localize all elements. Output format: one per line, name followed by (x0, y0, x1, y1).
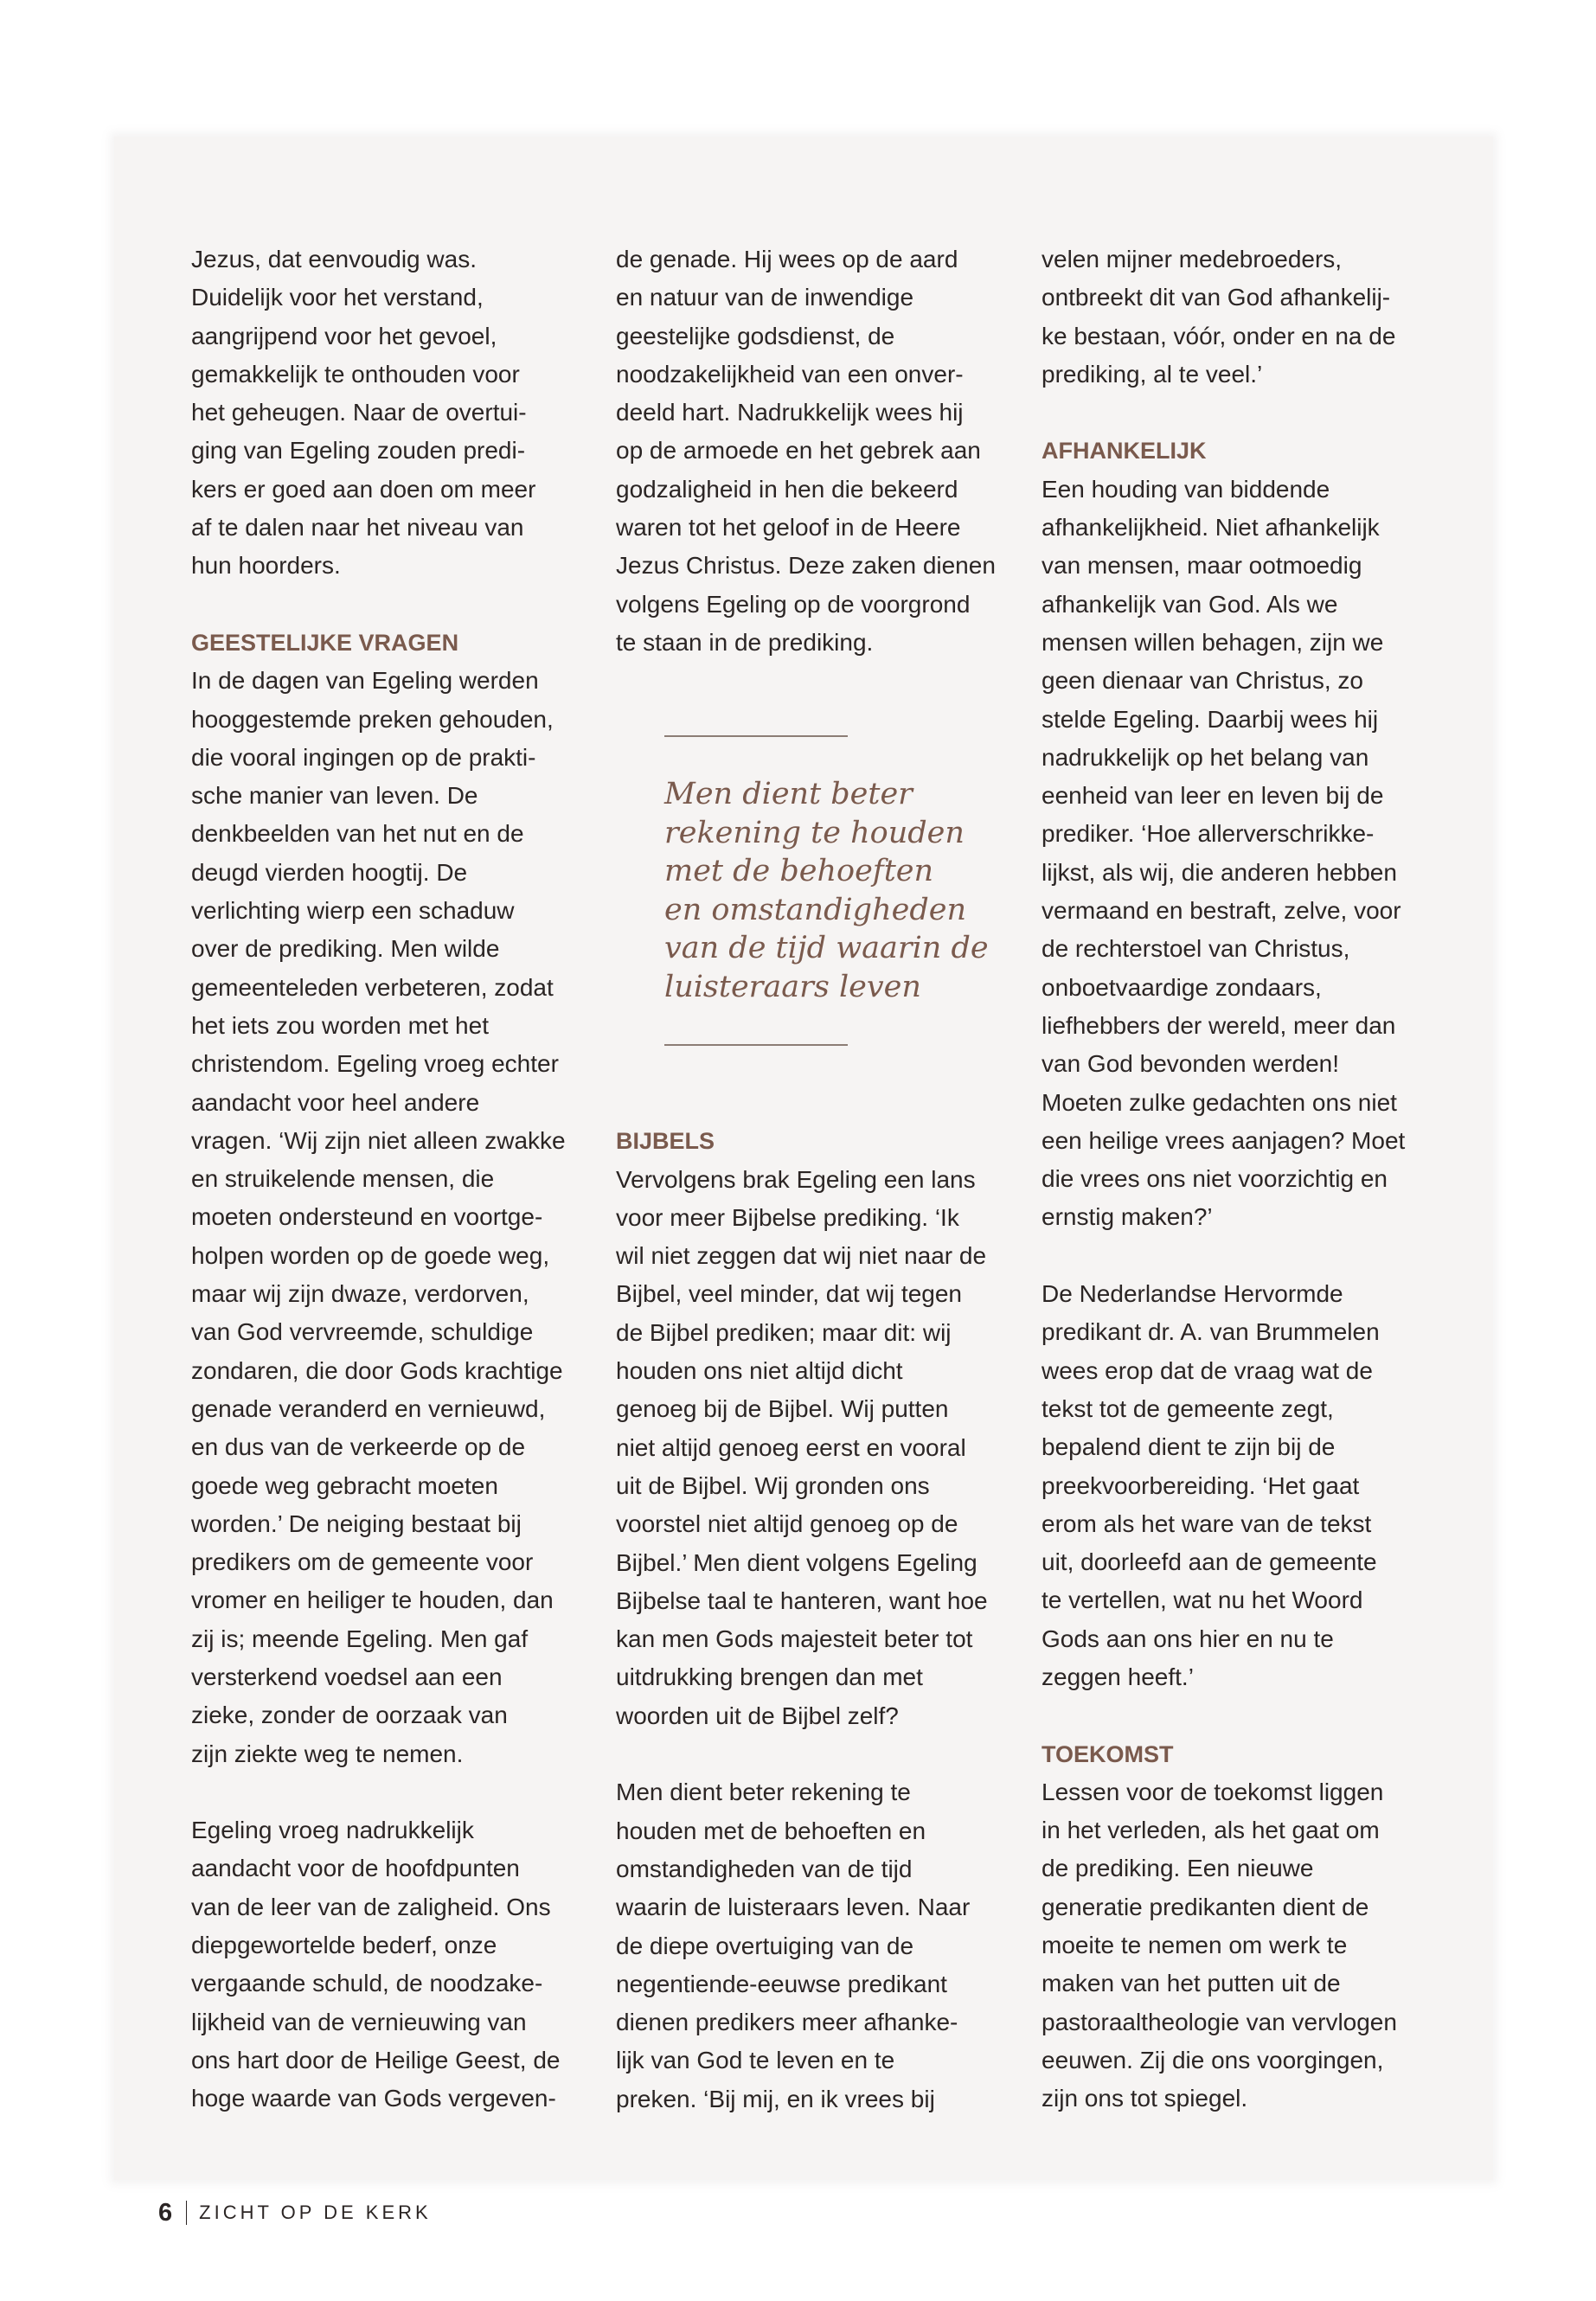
text-line: de rechterstoel van Christus, (1042, 935, 1350, 963)
text-line: Bijbel, veel minder, dat wij tegen (616, 1280, 962, 1308)
text-line: omstandigheden van de tijd (616, 1855, 913, 1882)
text-line: Een houding van biddende (1042, 475, 1330, 503)
page-number: 6 (158, 2198, 173, 2227)
text-line: en natuur van de inwendige (616, 284, 914, 311)
publication-name: ZICHT OP DE KERK (199, 2202, 432, 2223)
text-line: deeld hart. Nadrukkelijk wees hij (616, 399, 964, 426)
text-line: een heilige vrees aanjagen? Moet (1042, 1126, 1406, 1154)
text-line: zijn ziekte weg te nemen. (191, 1740, 464, 1767)
text-line: christendom. Egeling vroeg echter (191, 1050, 559, 1078)
text-line: aandacht voor heel andere (191, 1088, 480, 1116)
text-line: van de leer van de zaligheid. Ons (191, 1893, 551, 1920)
text-line: moeite te nemen om werk te (1042, 1932, 1348, 1959)
col1-section-2 (191, 1811, 580, 2118)
text-line: Gods aan ons hier en nu te (1042, 1625, 1334, 1652)
text-line: Bijbel.’ Men dient volgens Egeling (616, 1548, 977, 1576)
quote-line: luisteraars leven (664, 969, 921, 1004)
text-line: uit de Bijbel. Wij gronden ons (616, 1471, 930, 1499)
text-line: op de armoede en het gebrek aan (616, 437, 981, 465)
text-line: vermaand en bestraft, zelve, voor (1042, 897, 1401, 925)
text-line: stelde Egeling. Daarbij wees hij (1042, 705, 1379, 733)
text-line: die vooral ingingen op de prakti- (191, 743, 536, 771)
text-line: verlichting wierp een schaduw (191, 897, 515, 925)
article-panel (114, 137, 1493, 2180)
text-line: tekst tot de gemeente zegt, (1042, 1394, 1334, 1422)
text-line: zeggen heeft.’ (1042, 1663, 1194, 1690)
col1-intro (191, 240, 580, 586)
text-line: houden ons niet altijd dicht (616, 1357, 903, 1385)
text-line: erom als het ware van de tekst (1042, 1509, 1372, 1537)
text-line: te staan in de prediking. (616, 628, 874, 656)
text-line: genade veranderd en vernieuwd, (191, 1394, 546, 1422)
text-line: de prediking. Een nieuwe (1042, 1855, 1314, 1882)
text-line: lijkst, als wij, die anderen hebben (1042, 858, 1397, 886)
text-line: geen dienaar van Christus, zo (1042, 667, 1363, 695)
text-line: in het verleden, als het gaat om (1042, 1817, 1380, 1844)
text-line: zij is; meende Egeling. Men gaf (191, 1625, 529, 1652)
text-line: Bijbelse taal te hanteren, want hoe (616, 1586, 988, 1614)
text-line: geestelijke godsdienst, de (616, 322, 895, 349)
text-line: zijn ons tot spiegel. (1042, 2085, 1248, 2112)
section-heading-toekomst: TOEKOMST (1042, 1740, 1174, 1767)
text-line: vergaande schuld, de noodzake- (191, 1970, 543, 1997)
text-line: zondaren, die door Gods krachtige (191, 1356, 563, 1384)
text-line: generatie predikanten dient de (1042, 1893, 1369, 1920)
text-line: vragen. ‘Wij zijn niet alleen zwakke (191, 1126, 566, 1154)
text-line: woorden uit de Bijbel zelf? (616, 1702, 899, 1729)
text-line: liefhebbers der wereld, meer dan (1042, 1011, 1396, 1039)
text-line: moeten ondersteund en voortge- (191, 1203, 543, 1231)
text-line: Jezus, dat eenvoudig was. (191, 246, 477, 272)
text-line: gemakkelijk te onthouden voor (191, 360, 520, 388)
text-line: het geheugen. Naar de overtui- (191, 399, 527, 426)
quote-line: en omstandigheden (664, 892, 966, 927)
text-line: Egeling vroeg nadrukkelijk (191, 1817, 474, 1844)
text-line: afhankelijkheid. Niet afhankelijk (1042, 514, 1380, 542)
text-line: ons hart door de Heilige Geest, de (191, 2046, 561, 2073)
text-line: preken. ‘Bij mij, en ik vrees bij (616, 2085, 935, 2112)
text-line: afhankelijk van God. Als we (1042, 590, 1338, 618)
col3-section-1 (1042, 471, 1431, 1237)
text-line: te vertellen, wat nu het Woord (1042, 1586, 1363, 1614)
col3-intro (1042, 240, 1431, 394)
text-line: kan men Gods majesteit beter tot (616, 1625, 973, 1653)
text-line: voorstel niet altijd genoeg op de (616, 1510, 958, 1538)
text-line: Lessen voor de toekomst liggen (1042, 1778, 1384, 1805)
text-line: ontbreekt dit van God afhankelij- (1042, 284, 1391, 311)
text-line: hun hoorders. (191, 552, 341, 580)
text-line: en struikelende mensen, die (191, 1165, 495, 1193)
text-line: negentiende-eeuwse predikant (616, 1970, 947, 1997)
text-line: diepgewortelde bederf, onze (191, 1932, 497, 1959)
text-line: eeuwen. Zij die ons voorgingen, (1042, 2046, 1384, 2073)
text-line: wees erop dat de vraag wat de (1042, 1356, 1373, 1384)
text-line: preekvoorbereiding. ‘Het gaat (1042, 1471, 1360, 1499)
text-line: volgens Egeling op de voorgrond (616, 590, 971, 618)
text-line: houden met de behoeften en (616, 1817, 926, 1844)
text-line: mensen willen behagen, zijn we (1042, 628, 1384, 656)
text-line: aandacht voor de hoofdpunten (191, 1855, 520, 1882)
column-2 (616, 240, 1005, 2118)
text-line: van God vervreemde, schuldige (191, 1318, 534, 1346)
text-line: ernstig maken?’ (1042, 1203, 1213, 1231)
text-line: Men dient beter rekening te (616, 1779, 911, 1806)
text-line: denkbeelden van het nut en de (191, 820, 524, 848)
text-line: maar wij zijn dwaze, verdorven, (191, 1280, 529, 1308)
text-line: hoge waarde van Gods vergeven- (191, 2085, 556, 2112)
text-line: niet altijd genoeg eerst en vooral (616, 1433, 966, 1461)
text-line: lijkheid van de vernieuwing van (191, 2008, 527, 2035)
text-line: over de prediking. Men wilde (191, 935, 500, 963)
col2-section-1 (616, 1161, 1005, 1735)
text-line: voor meer Bijbelse prediking. ‘Ik (616, 1203, 959, 1231)
text-line: godzaligheid in hen die bekeerd (616, 475, 958, 503)
text-line: sche manier van leven. De (191, 782, 478, 810)
text-line: die vrees ons niet voorzichtig en (1042, 1165, 1388, 1193)
text-line: wil niet zeggen dat wij niet naar de (616, 1242, 987, 1270)
quote-line: rekening te houden (664, 815, 965, 850)
text-line: bepalend dient te zijn bij de (1042, 1433, 1336, 1461)
text-line: pastoraaltheologie van vervlogen (1042, 2008, 1397, 2035)
text-line: van God bevonden werden! (1042, 1050, 1340, 1078)
text-line: predikers om de gemeente voor (191, 1548, 534, 1576)
text-line: aangrijpend voor het gevoel, (191, 322, 497, 349)
text-line: af te dalen naar het niveau van (191, 514, 524, 542)
quote-line: met de behoeften (664, 854, 934, 889)
text-line: noodzakelijkheid van een onver- (616, 360, 964, 388)
text-line: het iets zou worden met het (191, 1011, 489, 1039)
text-line: vromer en heiliger te houden, dan (191, 1586, 554, 1614)
text-line: De Nederlandse Hervormde (1042, 1280, 1343, 1308)
text-line: de diepe overtuiging van de (616, 1932, 914, 1959)
text-line: genoeg bij de Bijbel. Wij putten (616, 1395, 949, 1423)
text-line: Duidelijk voor het verstand, (191, 284, 484, 311)
section-heading-geestelijke-vragen: GEESTELIJKE VRAGEN (191, 629, 459, 656)
text-line: onboetvaardige zondaars, (1042, 973, 1322, 1001)
text-line: worden.’ De neiging bestaat bij (191, 1509, 522, 1537)
text-line: Moeten zulke gedachten ons niet (1042, 1088, 1397, 1116)
text-line: waarin de luisteraars leven. Naar (616, 1894, 971, 1921)
text-line: kers er goed aan doen om meer (191, 475, 536, 503)
text-line: velen mijner medebroeders, (1042, 246, 1343, 272)
col2-section-2 (616, 1773, 1005, 2118)
quote-line: Men dient beter (664, 777, 913, 812)
text-line: holpen worden op de goede weg, (191, 1241, 550, 1269)
text-line: gemeenteleden verbeteren, zodat (191, 973, 554, 1001)
text-line: prediking, al te veel.’ (1042, 360, 1263, 388)
text-line: hooggestemde preken gehouden, (191, 705, 554, 733)
section-heading-bijbels: BIJBELS (616, 1128, 715, 1155)
text-line: prediker. ‘Hoe allerverschrikke- (1042, 820, 1375, 848)
text-line: predikant dr. A. van Brummelen (1042, 1318, 1380, 1346)
text-line: uitdrukking brengen dan met (616, 1663, 923, 1691)
col3-section-3 (1042, 1773, 1431, 2118)
text-line: maken van het putten uit de (1042, 1970, 1341, 1997)
text-line: de genade. Hij wees op de aard (616, 246, 958, 272)
text-line: Vervolgens brak Egeling een lans (616, 1165, 976, 1193)
text-line: lijk van God te leven en te (616, 2047, 895, 2074)
column-3 (1042, 240, 1431, 2118)
text-line: ke bestaan, vóór, onder en na de (1042, 322, 1396, 349)
footer-divider (186, 2201, 187, 2225)
col2-intro (616, 240, 1005, 662)
text-line: Jezus Christus. Deze zaken dienen (616, 552, 996, 580)
text-line: goede weg gebracht moeten (191, 1471, 498, 1499)
text-line: zieke, zonder de oorzaak van (191, 1702, 508, 1729)
text-line: uit, doorleefd aan de gemeente (1042, 1548, 1377, 1576)
column-1 (191, 240, 580, 2118)
text-line: dienen predikers meer afhanke- (616, 2009, 958, 2036)
text-line: en dus van de verkeerde op de (191, 1433, 526, 1461)
text-line: versterkend voedsel aan een (191, 1663, 503, 1690)
quote-line: van de tijd waarin de (664, 931, 989, 966)
text-line: eenheid van leer en leven bij de (1042, 782, 1384, 810)
page-footer (158, 2197, 432, 2228)
text-line: de Bijbel prediken; maar dit: wij (616, 1318, 952, 1346)
text-line: deugd vierden hoogtij. De (191, 858, 468, 886)
col1-section-1 (191, 662, 580, 1773)
text-line: van mensen, maar ootmoedig (1042, 552, 1362, 580)
text-line: waren tot het geloof in de Heere (616, 514, 961, 542)
text-line: In de dagen van Egeling werden (191, 667, 539, 695)
col3-section-2 (1042, 1275, 1431, 1696)
text-line: nadrukkelijk op het belang van (1042, 743, 1369, 771)
pull-quote (664, 737, 1005, 1044)
section-heading-afhankelijk: AFHANKELIJK (1042, 438, 1207, 465)
text-line: ging van Egeling zouden predi- (191, 437, 526, 465)
